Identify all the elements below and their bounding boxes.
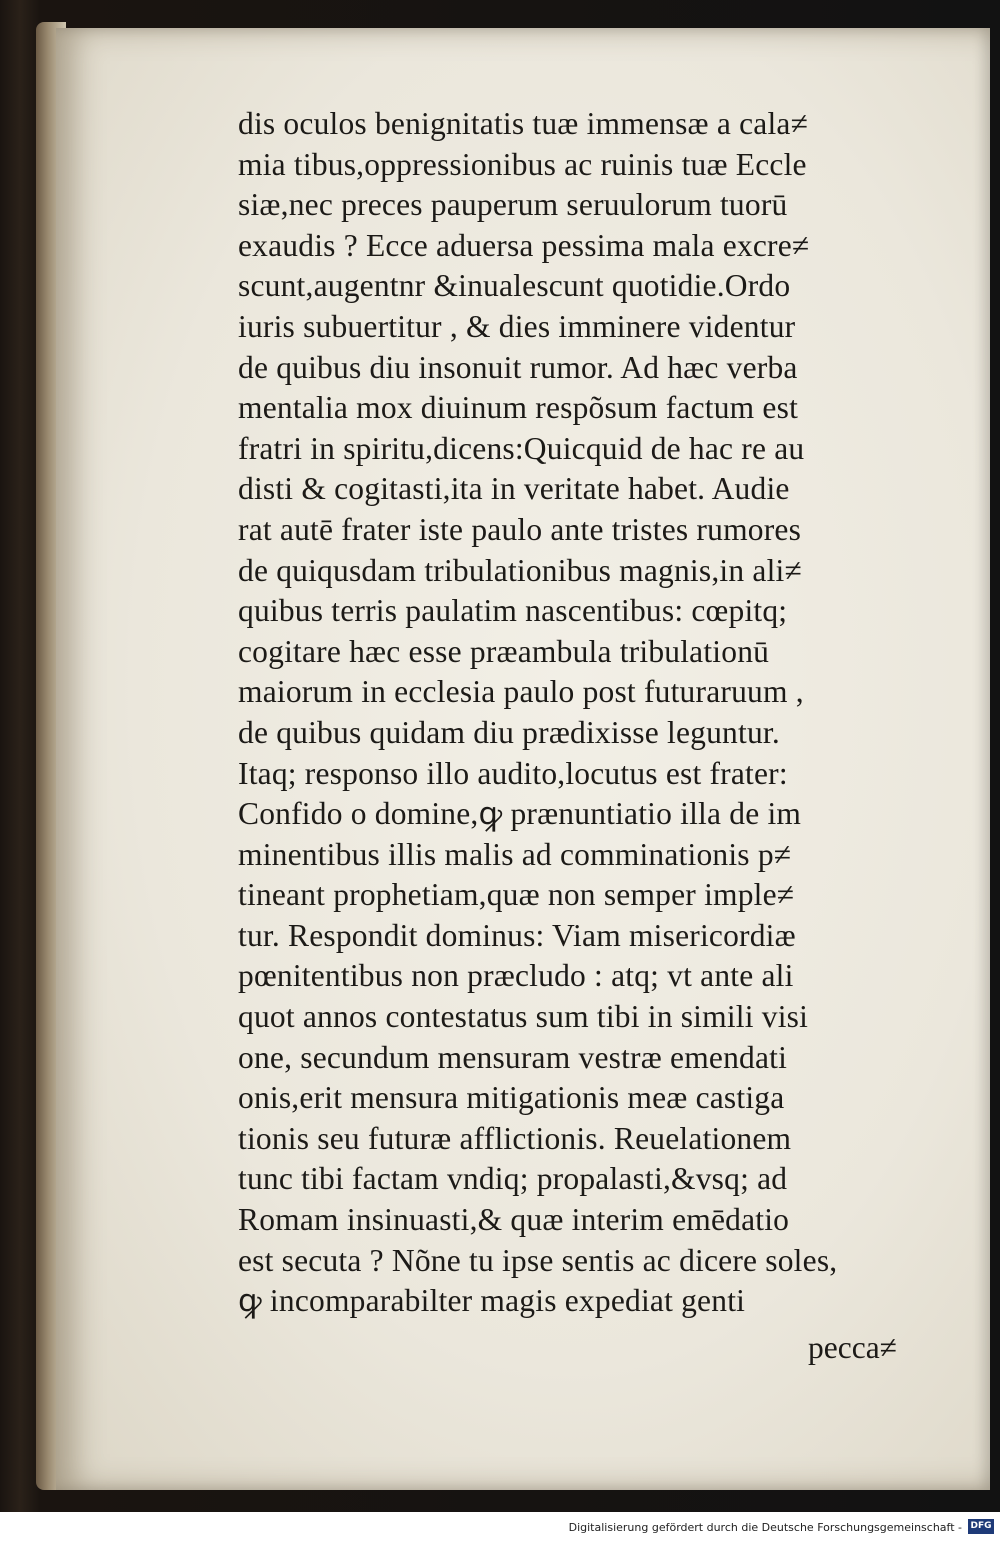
text-line: tunc tibi factam vndiq; propalasti,&vsq; ad (238, 1161, 788, 1197)
text-line: de quibus diu insonuit rumor. Ad hæc verba (238, 349, 798, 385)
text-line: disti & cogitasti,ita in veritate habet. Audie (238, 471, 790, 507)
text-line: tur. Respondit dominus: Viam misericordiæ (238, 917, 796, 953)
text-line: mia tibus,oppressionibus ac ruinis tuæ Eccle (238, 146, 807, 182)
text-line: Confido o domine,ꝙ prænuntiatio illa de im (238, 796, 802, 832)
text-line: rat autē frater iste paulo ante tristes rumores (238, 511, 802, 547)
text-line: maiorum in ecclesia paulo post futuraruum , (238, 674, 804, 710)
text-line: onis,erit mensura mitigationis meæ castiga (238, 1080, 785, 1116)
text-line: de quibus quidam diu prædixisse leguntur. (238, 714, 780, 750)
text-line: ꝙ incomparabilter magis expediat genti (238, 1283, 746, 1319)
text-line: quibus terris paulatim nascentibus: cœpitq; (238, 593, 788, 629)
text-line: cogitare hæc esse præambula tribulationū (238, 633, 770, 669)
text-line: dis oculos benignitatis tuæ immensæ a cala≠ (238, 106, 809, 141)
catchword: pecca≠ (808, 1330, 897, 1365)
text-line: siæ,nec preces pauperum seruulorum tuorū (238, 187, 788, 223)
book-page (56, 28, 990, 1490)
text-line: minentibus illis malis ad comminationis p≠ (238, 836, 792, 872)
text-line: tionis seu futuræ afflictionis. Reuelationem (238, 1120, 792, 1156)
text-line: quot annos contestatus sum tibi in simili visi (238, 999, 809, 1035)
text-line: one, secundum mensuram vestræ emendati (238, 1039, 788, 1075)
text-line: est secuta ? Nõne tu ipse sentis ac dicere soles, (238, 1242, 838, 1278)
text-line: Romam insinuasti,& quæ interim emēdatio (238, 1202, 790, 1238)
footer-credit: Digitalisierung gefördert durch die Deutsche Forschungsgemeinschaft - (568, 1521, 962, 1534)
text-line: pœnitentibus non præcludo : atq; vt ante ali (238, 958, 794, 994)
dfg-logo: DFG (968, 1519, 994, 1534)
text-line: tineant prophetiam,quæ non semper imple≠ (238, 877, 795, 913)
text-line: exaudis ? Ecce aduersa pessima mala excre≠ (238, 227, 810, 263)
text-line: de quiqusdam tribulationibus magnis,in ali≠ (238, 552, 802, 588)
footer-bar (0, 1512, 1000, 1544)
main-text-block (238, 104, 938, 1322)
text-line: scunt,augentnr &inualescunt quotidie.Ordo (238, 268, 791, 304)
text-line: mentalia mox diuinum respõsum factum est (238, 390, 799, 426)
text-line: fratri in spiritu,dicens:Quicquid de hac re au (238, 430, 805, 466)
text-line: Itaq; responso illo audito,locutus est frater: (238, 755, 788, 791)
text-line: iuris subuertitur , & dies imminere videntur (238, 308, 796, 344)
